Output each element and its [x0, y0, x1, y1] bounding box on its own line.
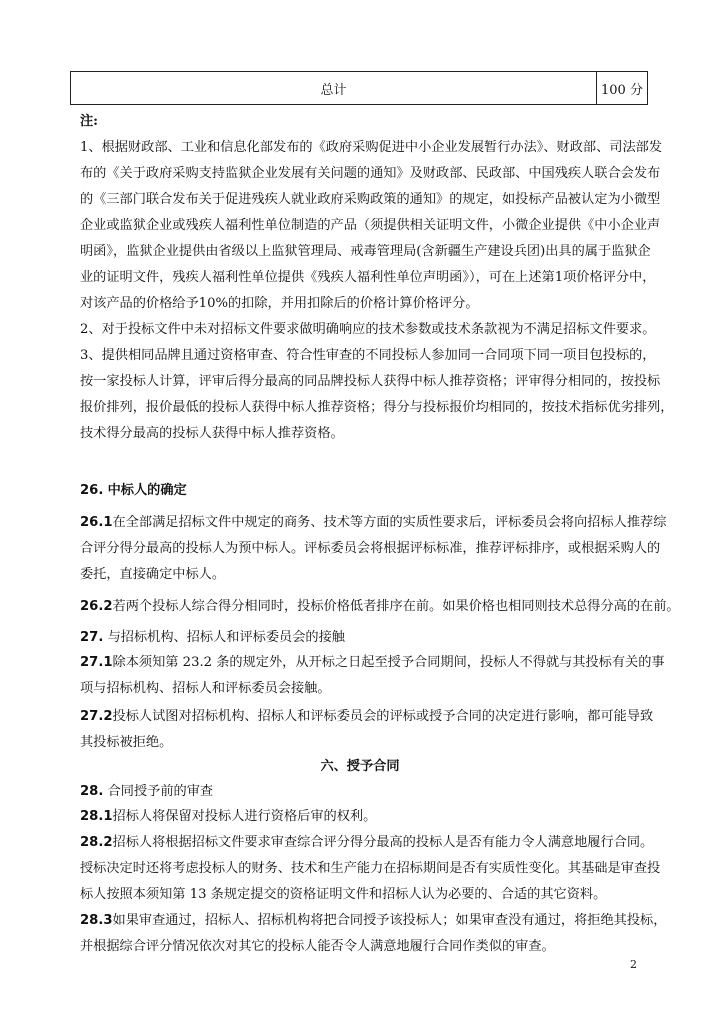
section-27-heading [80, 628, 660, 648]
clause-27-2-line [80, 707, 660, 727]
clause-26-2-number: 26.2 [80, 599, 113, 614]
section-27-title: 与招标机构、招标人和评标委员会的接触 [107, 630, 345, 645]
clause-26-1-line: 委托，直接确定中标人。 [80, 567, 226, 582]
section-27-number: 27. [80, 630, 104, 645]
section-28-number: 28. [80, 784, 104, 799]
total-value: 100 分 [601, 82, 643, 98]
clause-text: 如果审查通过，招标人、招标机构将把合同授予该投标人；如果审查没有通过，将拒绝其投标， [112, 913, 667, 928]
section-26-heading [80, 481, 660, 501]
note-1-line: 明函》，监狱企业提供由省级以上监狱管理局、戒毒管理局(含新疆生产建设兵团)出具的属于监狱企 [80, 244, 651, 259]
note-1-line: 布的《关于政府采购支持监狱企业发展有关问题的通知》及财政部、民政部、中国残疾人联合会发布 [80, 166, 661, 181]
clause-27-1-number: 27.1 [80, 655, 113, 670]
note-1-line: 企业或监狱企业或残疾人福利性单位制造的产品（须提供相关证明文件，小微企业提供《中小企业声 [80, 218, 661, 233]
note-3-line: 按一家投标人计算，评审后得分最高的同品牌投标人获得中标人推荐资格；评审得分相同的，按投标 [80, 374, 661, 389]
note-2: 2、对于投标文件中未对招标文件要求做明确响应的技术参数或技术条款视为不满足招标文件要求。 [80, 322, 656, 337]
clause-27-2-number: 27.2 [80, 709, 113, 724]
clause-27-2-line: 其投标被拒绝。 [80, 735, 173, 750]
section-28-heading [80, 782, 660, 802]
page-number: 2 [630, 958, 637, 971]
clause-28-3-number: 28.3 [80, 913, 113, 928]
clause-26-1-line: 合评分得分最高的投标人为预中标人。评标委员会将根据评标标准，推荐评标排序，或根据采购人的 [80, 541, 661, 556]
clause-27-1-line [80, 653, 665, 673]
clause-text: 在全部满足招标文件中规定的商务、技术等方面的实质性要求后，评标委员会将向招标人推荐综 [112, 515, 667, 530]
chapter-6-title: 六、授予合同 [320, 759, 400, 774]
clause-text: 除本须知第 23.2 条的规定外，从开标之日起至授予合同期间，投标人不得就与其投标有关的事 [112, 655, 665, 670]
clause-text: 若两个投标人综合得分相同时，投标价格低者排序在前。如果价格也相同则技术总得分高的在前。 [112, 599, 680, 614]
clause-28-2-number: 28.2 [80, 835, 113, 850]
total-label: 总计 [71, 72, 597, 104]
clause-28-2-line [80, 833, 660, 853]
note-1-line: 的《三部门联合发布关于促进残疾人就业政府采购政策的通知》的规定，如投标产品被认定为小微型 [80, 192, 661, 207]
clause-28-2-line: 授标决定时还将考虑投标人的财务、技术和生产能力在招标期间是否有实质性变化。其基础是审查投 [80, 861, 661, 876]
clause-27-1-line: 项与招标机构、招标人和评标委员会接触。 [80, 681, 331, 696]
clause-text: 招标人将根据招标文件要求审查综合评分得分最高的投标人是否有能力令人满意地履行合同。 [112, 835, 654, 850]
notes-heading: 注: [80, 114, 99, 129]
note-1-line: 1、根据财政部、工业和信息化部发布的《政府采购促进中小企业发展暂行办法》、财政部、司法部发 [80, 140, 663, 155]
clause-28-1-line [80, 807, 660, 827]
clause-28-3-line [80, 911, 667, 931]
section-26-title: 中标人的确定 [107, 483, 187, 498]
clause-26-1-line [80, 513, 667, 533]
note-3-line: 技术得分最高的投标人获得中标人推荐资格。 [80, 426, 344, 441]
clause-text: 招标人将保留对投标人进行资格后审的权利。 [112, 809, 377, 824]
clause-26-1-number: 26.1 [80, 515, 113, 530]
clause-28-1-number: 28.1 [80, 809, 113, 824]
note-1-line: 业的证明文件，残疾人福利性单位提供《残疾人福利性单位声明函》），可在上述第1项价格评分中， [80, 270, 656, 285]
clause-26-2-line [80, 597, 680, 617]
note-1-line: 对该产品的价格给予10%的扣除，并用扣除后的价格计算价格评分。 [80, 296, 479, 311]
section-26-number: 26. [80, 483, 104, 498]
total-score-table [70, 71, 648, 105]
clause-text: 投标人试图对招标机构、招标人和评标委员会的评标或授予合同的决定进行影响，都可能导致 [112, 709, 654, 724]
clause-28-2-line: 标人按照本须知第 13 条规定提交的资格证明文件和招标人认为必要的、合适的其它资料。 [80, 887, 607, 902]
clause-28-3-line: 并根据综合评分情况依次对其它的投标人能否令人满意地履行合同作类似的审查。 [80, 939, 555, 954]
note-3-line: 3、提供相同品牌且通过资格审查、符合性审查的不同投标人参加同一合同项下同一项目包投标的， [80, 348, 656, 363]
note-3-line: 报价排列，报价最低的投标人获得中标人推荐资格；得分与投标报价均相同的，按技术指标优劣排列， [80, 400, 674, 415]
section-28-title: 合同授予前的审查 [107, 784, 214, 799]
